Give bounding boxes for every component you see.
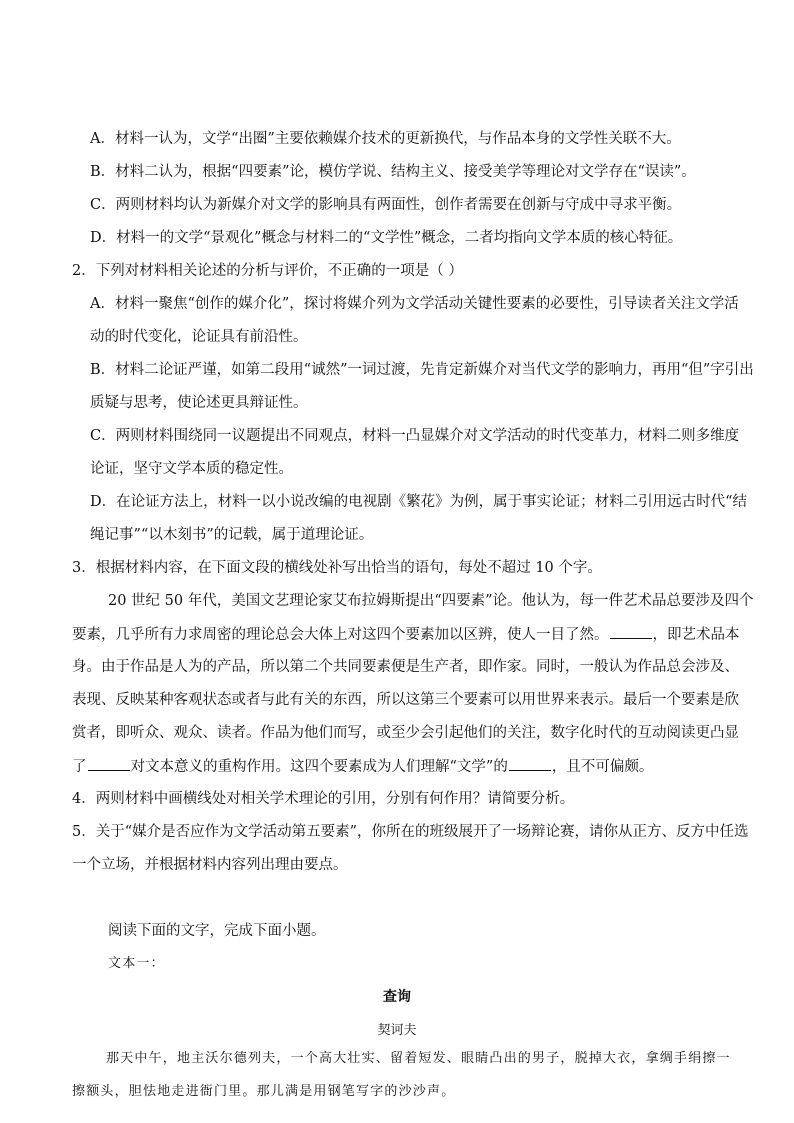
story-title: 查询 <box>383 989 411 1005</box>
q2-option-d-line1: D．在论证方法上，材料一以小说改编的电视剧《繁花》为例，属于事实论证；材料二引用远古时代“结 <box>90 494 748 510</box>
q1-option-b: B．材料二认为，根据“四要素”论，模仿学说、结构主义、接受美学等理论对文学存在“误读”。 <box>90 164 696 180</box>
q3-passage-text: 要素，几乎所有力求周密的理论总会大体上对这四个要素加以区辨，使人一目了然。 <box>72 627 609 643</box>
reading-instruction: 阅读下面的文字，完成下面小题。 <box>108 923 326 939</box>
q2-option-b-line1: B．材料二论证严谨，如第二段用“诚然”一词过渡，先肯定新媒介对当代文学的影响力，再用“但”字引出 <box>90 362 754 378</box>
q1-option-d: D．材料一的文学“景观化”概念与材料二的“文学性”概念，二者均指向文学本质的核心特征。 <box>90 230 683 246</box>
text-one-label: 文本一： <box>108 956 165 971</box>
story-author: 契诃夫 <box>377 1023 417 1038</box>
q3-passage-text: 对文本意义的重构作用。这四个要素成为人们理解“文学”的 <box>130 759 508 775</box>
q4-stem: 4．两则材料中画横线处对相关学术理论的引用，分别有何作用？请简要分析。 <box>72 791 575 807</box>
q2-option-a-line1: A．材料一聚焦“创作的媒介化”，探讨将媒介列为文学活动关键性要素的必要性，引导读者关注文学活 <box>90 296 739 312</box>
q2-option-a-line2: 动的时代变化，论证具有前沿性。 <box>90 329 308 345</box>
story-body-line2: 擦额头，胆怯地走进衙门里。那儿满是用钢笔写字的沙沙声。 <box>72 1084 456 1099</box>
q3-passage-line5: 赏者，即听众、观众、读者。作品为他们而写，或至少会引起他们的关注，数字化时代的互动阅读更凸显 <box>72 725 739 741</box>
story-body-line1: 那天中午，地主沃尔德列夫，一个高大壮实、留着短发、眼睛凸出的男子，脱掉大衣，拿绸手绢擦一 <box>106 1051 731 1066</box>
q1-option-a: A．材料一认为，文学“出圈”主要依赖媒介技术的更新换代，与作品本身的文学性关联不大。 <box>90 131 681 147</box>
q3-passage-line6 <box>72 756 653 777</box>
answer-blank-2[interactable] <box>88 756 130 771</box>
answer-blank-3[interactable] <box>509 756 551 771</box>
q2-stem: 2．下列对材料相关论述的分析与评价，不正确的一项是（ ） <box>72 263 463 279</box>
q5-stem-line2: 一个立场，并根据材料内容列出理由要点。 <box>72 857 348 873</box>
q2-option-c-line2: 论证，坚守文学本质的稳定性。 <box>90 461 293 477</box>
q3-passage-line4: 表现、反映某种客观状态或者与此有关的东西，所以这第三个要素可以用世界来表示。最后一个要素是欣 <box>72 692 739 708</box>
q5-stem-line1: 5．关于“媒介是否应作为文学活动第五要素”，你所在的班级展开了一场辩论赛，请你从正方、反方中任选 <box>72 824 749 840</box>
q3-passage-line3: 身。由于作品是人为的产品，所以第二个共同要素便是生产者，即作家。同时，一般认为作品总会涉及、 <box>72 659 739 675</box>
q2-option-c-line1: C．两则材料围绕同一议题提出不同观点，材料一凸显媒介对文学活动的时代变革力，材料二则多维度 <box>90 428 740 444</box>
q3-passage-text: ，且不可偏颇。 <box>551 759 654 775</box>
q2-option-b-line2: 质疑与思考，使论述更具辩证性。 <box>90 395 308 411</box>
q1-option-c: C．两则材料均认为新媒介对文学的影响具有两面性，创作者需要在创新与守成中寻求平衡。 <box>90 197 682 213</box>
q3-passage-text: 了 <box>72 759 87 775</box>
q3-passage-line1: 20 世纪 50 年代，美国文艺理论家艾布拉姆斯提出“四要素”论。他认为，每一件艺术品总要涉及四个 <box>108 593 754 609</box>
q3-passage-text: ，即艺术品本 <box>652 627 740 643</box>
q3-passage-line2 <box>72 624 740 645</box>
q3-stem: 3．根据材料内容，在下面文段的横线处补写出恰当的语句，每处不超过 10 个字。 <box>72 560 602 576</box>
q2-option-d-line2: 绳记事”“以木刻书”的记载，属于道理论证。 <box>90 527 374 543</box>
answer-blank-1[interactable] <box>610 624 652 639</box>
